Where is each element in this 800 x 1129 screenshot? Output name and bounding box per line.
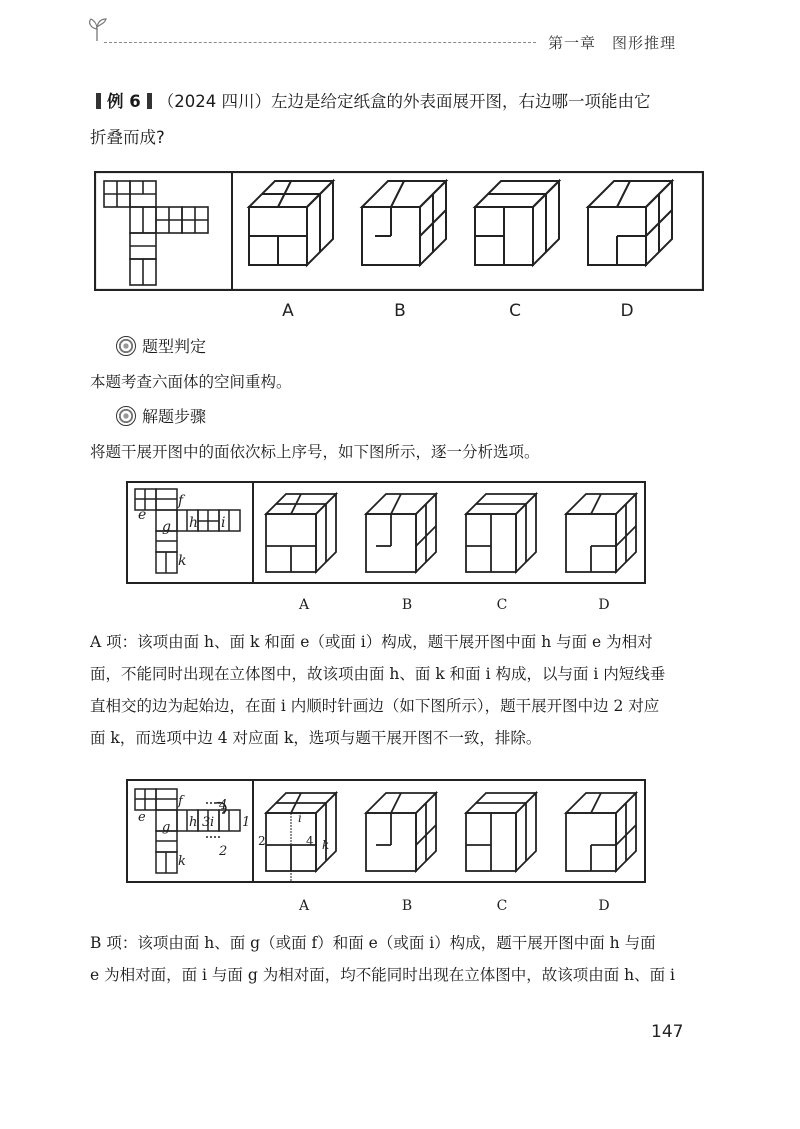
example-question — [90, 84, 710, 156]
cube-face-label-i: i — [298, 811, 302, 825]
chapter-label: 第一章 — [548, 34, 597, 52]
figure-2 — [126, 481, 646, 584]
face-label-g: g — [162, 519, 171, 535]
analysis-a-line: 面，不能同时出现在立体图中，故该项由面 h、面 k 和面 i 构成，以与面 i 内短线垂 — [90, 665, 666, 683]
analysis-a-line: 面 k，而选项中边 4 对应面 k，选项与题干展开图不一致，排除。 — [90, 729, 542, 747]
figure-1 — [94, 171, 704, 291]
section-badge-icon — [116, 406, 136, 426]
face-label-f: f — [178, 794, 183, 809]
analysis-a-line: A 项：该项由面 h、面 k 和面 e（或面 i）构成，题干展开图中面 h 与面 e 为相对 — [90, 633, 653, 651]
option-label-a: A — [282, 301, 294, 321]
analysis-a — [90, 626, 702, 754]
option-label-c: C — [509, 301, 521, 321]
face-label-h: h — [189, 515, 199, 531]
option-label-b: B — [401, 597, 413, 613]
sprout-icon — [86, 16, 108, 42]
face-label-e: e — [138, 810, 146, 825]
section-type-text: 本题考查六面体的空间重构。 — [90, 373, 292, 391]
net-diagram-labeled — [135, 489, 240, 573]
figure-3 — [126, 779, 646, 883]
option-label-a: A — [298, 597, 310, 613]
option-cubes-2 — [266, 494, 636, 572]
section-steps-title: 解题步骤 — [116, 404, 206, 427]
edge-number-2: 2 — [219, 844, 228, 859]
net-diagram — [104, 181, 208, 285]
cube-face-label-k: k — [322, 838, 330, 852]
analysis-b-line: e 为相对面，面 i 与面 g 为相对面，均不能同时出现在立体图中，故该项由面 h、面 i — [90, 966, 675, 984]
analysis-b — [90, 927, 702, 991]
face-label-k: k — [178, 854, 186, 869]
question-line-1: （2024 四川）左边是给定纸盒的外表面展开图，右边哪一项能由它 — [157, 92, 651, 111]
option-label-d: D — [598, 597, 610, 613]
chapter-title: 图形推理 — [612, 34, 677, 52]
section-type-title: 题型判定 — [116, 334, 206, 357]
face-label-k: k — [178, 553, 187, 569]
analysis-b-line: B 项：该项由面 h、面 g（或面 f）和面 e（或面 i）构成，题干展开图中面 h 与面 — [90, 934, 656, 952]
cube-edge-2: 2 — [258, 834, 266, 848]
face-label-e: e — [138, 507, 147, 523]
analysis-a-line: 直相交的边为起始边，在面 i 内顺时针画边（如下图所示），题干展开图中边 2 对应 — [90, 697, 660, 715]
header-rule — [104, 42, 536, 43]
face-label-g: g — [162, 820, 171, 835]
face-label-i: i — [221, 515, 226, 531]
edge-number-3: 3 — [202, 815, 211, 830]
edge-number-1: 1 — [242, 815, 251, 830]
cube-edge-4: 4 — [306, 834, 314, 848]
example-tag: 例 6 — [90, 92, 158, 111]
face-label-h: h — [189, 815, 198, 830]
page-number: 147 — [651, 1022, 684, 1042]
option-label-c: C — [496, 597, 508, 613]
running-header — [548, 32, 692, 53]
option-label-b: B — [394, 301, 406, 321]
option-label-a: A — [298, 898, 310, 914]
option-label-c: C — [496, 898, 508, 914]
edge-number-4: 4 — [219, 798, 228, 813]
face-label-f: f — [178, 493, 184, 509]
option-cubes — [249, 181, 672, 265]
section-steps-intro: 将题干展开图中的面依次标上序号，如下图所示，逐一分析选项。 — [90, 443, 540, 461]
option-label-d: D — [598, 898, 610, 914]
option-label-b: B — [401, 898, 413, 914]
face-label-i: i — [210, 815, 215, 830]
question-line-2: 折叠而成? — [90, 128, 165, 147]
section-badge-icon — [116, 336, 136, 356]
option-label-d: D — [620, 301, 634, 321]
